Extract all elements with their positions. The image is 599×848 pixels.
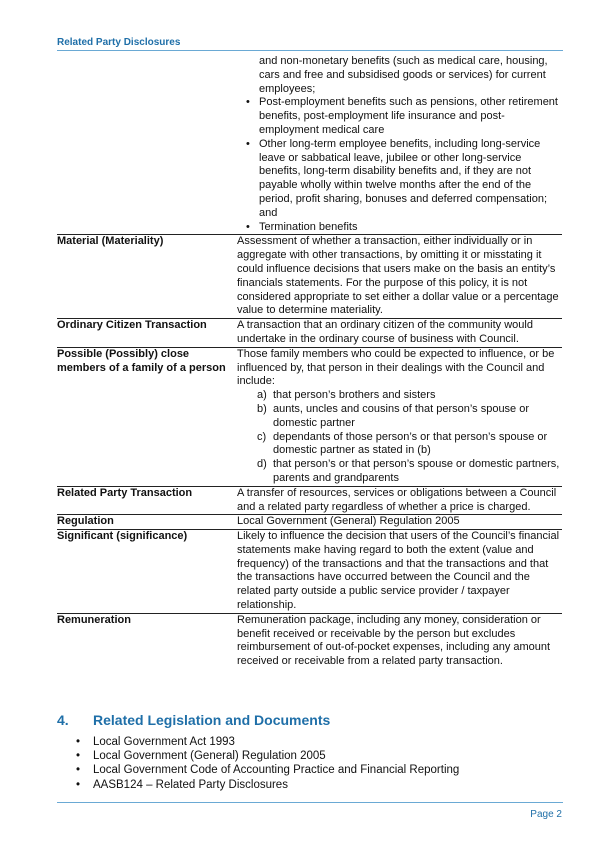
header-divider [57,50,563,51]
definition-term: Possible (Possibly) close members of a family of a person [57,347,226,374]
footer-divider [57,802,563,803]
section-heading [57,712,330,728]
definition-term: Regulation [57,515,114,528]
definition-row-benefits [57,55,562,235]
running-header: Related Party Disclosures [57,37,181,48]
definition-text: A transfer of resources, services or obligations between a Council and a related party regardless of whether a price is charged. [237,486,557,513]
definition-text: A transaction that an ordinary citizen of the community would undertake in the ordinary course of business with Council. [237,319,533,345]
definition-row-significance [57,530,562,614]
definition-row-regulation [57,515,562,530]
family-item [237,389,562,403]
family-members-list [237,389,562,486]
legislation-item: • AASB124 – Related Party Disclosures [57,778,459,792]
definitions-table [57,55,562,669]
definition-intro: Those family members who could be expected to influence, or be influenced by, that person in their dealings with the Council and include: [237,347,555,388]
item-text: dependants of those person’s or that person’s spouse or domestic partner as stated in (b) [273,430,548,457]
legislation-item: • Local Government Act 1993 [57,735,459,749]
section-number: 4. [57,712,69,728]
definition-text: Local Government (General) Regulation 2005 [237,515,460,528]
definition-text: Likely to influence the decision that users of the Council’s financial statements make having regard to both the extent (value and frequency) of the transactions and that the transactions and that the transactions have occurred between the Council and the related party outside a public service provider / taxpayer relationship. [237,530,560,612]
legislation-list [57,735,459,792]
definition-term: Ordinary Citizen Transaction [57,319,207,332]
item-marker: c) [257,430,267,443]
benefit-item: • Termination benefits [237,221,562,235]
benefit-item: • Post-employment benefits such as pensions, other retirement benefits, post-employment life insurance and post-employment medical care [237,96,562,137]
legislation-item: • Local Government (General) Regulation 2005 [57,749,459,763]
item-text: that person’s brothers and sisters [273,389,436,402]
section-title-text: Related Legislation and Documents [93,712,331,728]
definition-term: Remuneration [57,613,131,626]
definition-row-close-family [57,348,562,487]
definition-row-ordinary-citizen [57,319,562,348]
definition-term: Material (Materiality) [57,235,164,248]
item-text: aunts, uncles and cousins of that person’s spouse or domestic partner [273,402,530,429]
page-number: Page 2 [530,809,562,820]
item-marker: b) [257,402,267,415]
definition-row-related-party-transaction [57,487,562,516]
definition-row-materiality [57,235,562,319]
definition-text [237,55,562,234]
legislation-item: • Local Government Code of Accounting Practice and Financial Reporting [57,763,459,777]
item-marker: a) [257,389,267,402]
benefit-item: • Other long-term employee benefits, including long-service leave or sabbatical leave, jubilee or other long-service benefits, long-term disability benefits and, if they are not payable wholly within twelve months after the end of the period, profit sharing, bonuses and deferred compensation; and [237,138,562,221]
item-marker: d) [257,458,267,471]
item-text: that person’s or that person’s spouse or domestic partners, parents and grandparents [273,458,560,484]
definition-text: Assessment of whether a transaction, either individually or in aggregate with other transactions, by omitting it or misstating it could influence decisions that users make on the basis an entity’s financials statements. For the purpose of this policy, it is not considered appropriate to set either a dollar value or a percentage value to determine materiality. [237,235,559,317]
definition-term [57,55,237,234]
definition-text: Remuneration package, including any money, consideration or benefit received or receivable by the person but excludes reimbursement of out-of-pocket expenses, including any amount received or receivable from a related party transaction. [237,613,551,668]
family-item [237,403,562,431]
benefit-item: and non-monetary benefits (such as medical care, housing, cars and free and subsidised goods or services) for current employees; [259,55,548,95]
definition-text [237,348,562,486]
definition-row-remuneration [57,614,562,669]
definition-term: Significant (significance) [57,530,188,543]
benefits-list [237,55,562,234]
family-item [237,458,562,486]
definition-term: Related Party Transaction [57,486,193,499]
family-item [237,431,562,459]
